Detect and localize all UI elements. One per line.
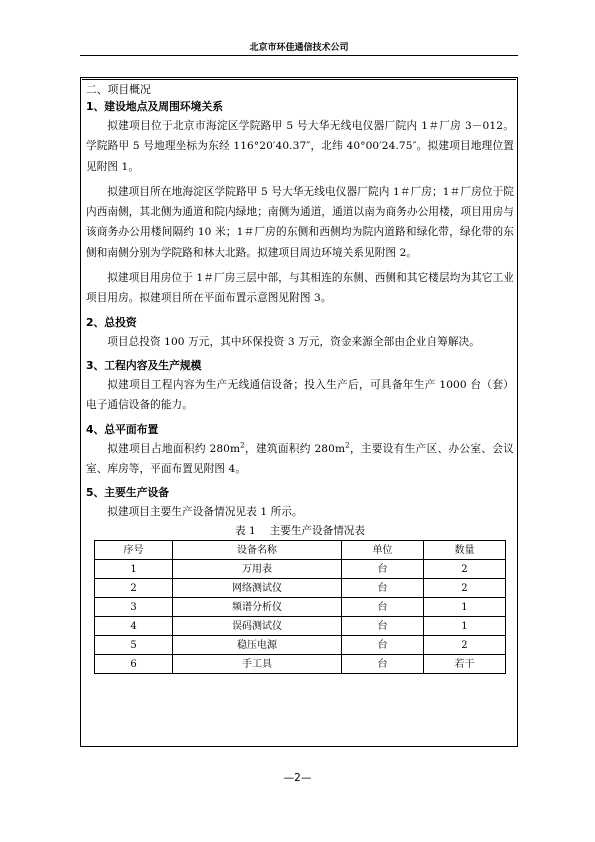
heading-location: 1、建设地点及周围环境关系 [86, 100, 224, 113]
frame-inner-rule [82, 79, 516, 80]
cell-no: 2 [95, 579, 173, 598]
cell-unit: 台 [341, 617, 423, 636]
cell-no: 1 [95, 560, 173, 579]
cell-no: 6 [95, 655, 173, 674]
cell-name: 频谱分析仪 [173, 598, 342, 617]
table-row [95, 560, 506, 579]
table-header-row [95, 541, 506, 560]
heading-layout: 4、总平面布置 [86, 422, 159, 436]
cell-qty: 1 [423, 598, 505, 617]
cell-no: 4 [95, 617, 173, 636]
cell-qty: 1 [423, 617, 505, 636]
cell-name: 误码测试仪 [173, 617, 342, 636]
layout-text-c: ，主要设有生产区、办公室、会议室、库房等，平面布置见附图 4。 [86, 442, 514, 475]
page-header-company: 北京市环佳通信技术公司 [249, 43, 349, 53]
superscript-2: 2 [345, 441, 350, 450]
cell-no: 3 [95, 598, 173, 617]
paragraph-layout [86, 439, 514, 480]
layout-text-b: ，建筑面积约 280m [244, 442, 346, 455]
paragraph-location-3: 拟建项目用房位于 1＃厂房三层中部，与其相连的东侧、西侧和其它楼层均为其它工业项目用房。拟建项目所在平面布置示意图见附图 3。 [86, 272, 514, 305]
heading-investment: 2、总投资 [86, 315, 137, 329]
equipment-table [94, 540, 506, 674]
cell-name: 稳压电源 [173, 636, 342, 655]
cell-unit: 台 [341, 636, 423, 655]
cell-qty: 2 [423, 579, 505, 598]
header-name: 设备名称 [173, 541, 342, 560]
table-row [95, 636, 506, 655]
page-number: —2— [283, 772, 312, 784]
cell-no: 5 [95, 636, 173, 655]
cell-unit: 台 [341, 655, 423, 674]
cell-name: 手工具 [173, 655, 342, 674]
table-row [95, 655, 506, 674]
paragraph-location-2: 拟建项目所在地海淀区学院路甲 5 号大华无线电仪器厂院内 1＃厂房；1＃厂房位于院内西南侧，其北侧为通道和院内绿地；南侧为通道，通道以南为商务办公用楼，项目用房与该商务办公用楼间隔约 10 米；1＃厂房的东侧和西侧均为院内道路和绿化带，绿化带的东侧和南侧分别为学院路和林大北路。拟建项目周边环境关系见附图 2。 [86, 185, 514, 259]
cell-unit: 台 [341, 560, 423, 579]
heading-equipment: 5、主要生产设备 [86, 486, 170, 500]
superscript-1: 2 [240, 441, 245, 450]
cell-unit: 台 [341, 579, 423, 598]
document-body [86, 82, 514, 674]
heading-scale: 3、工程内容及生产规模 [86, 358, 202, 372]
table-row [95, 598, 506, 617]
cell-unit: 台 [341, 598, 423, 617]
header-unit: 单位 [341, 541, 423, 560]
table-caption: 表 1 主要生产设备情况表 [234, 525, 365, 538]
paragraph-investment: 项目总投资 100 万元，其中环保投资 3 万元，资金来源全部由企业自筹解决。 [107, 335, 480, 348]
paragraph-equipment: 拟建项目主要生产设备情况见表 1 所示。 [107, 506, 303, 519]
table-row [95, 579, 506, 598]
paragraph-location-1: 拟建项目位于北京市海淀区学院路甲 5 号大华无线电仪器厂院内 1＃厂房 3－012。学院路甲 5 号地理坐标为东经 116°20′40.37″，北纬 40°00′24.75″。拟建项目地理位置见附图 1。 [86, 120, 514, 173]
section-title: 二、项目概况 [86, 83, 151, 96]
cell-qty: 若干 [423, 655, 505, 674]
cell-qty: 2 [423, 636, 505, 655]
header-no: 序号 [95, 541, 173, 560]
table-row [95, 617, 506, 636]
header-rule [80, 55, 518, 56]
cell-name: 网络测试仪 [173, 579, 342, 598]
header-qty: 数量 [423, 541, 505, 560]
cell-name: 万用表 [173, 560, 342, 579]
layout-text-a: 拟建项目占地面积约 280m [107, 442, 241, 455]
cell-qty: 2 [423, 560, 505, 579]
paragraph-scale: 拟建项目工程内容为生产无线通信设备；投入生产后，可具备年生产 1000 台（套）电子通信设备的能力。 [86, 378, 514, 412]
